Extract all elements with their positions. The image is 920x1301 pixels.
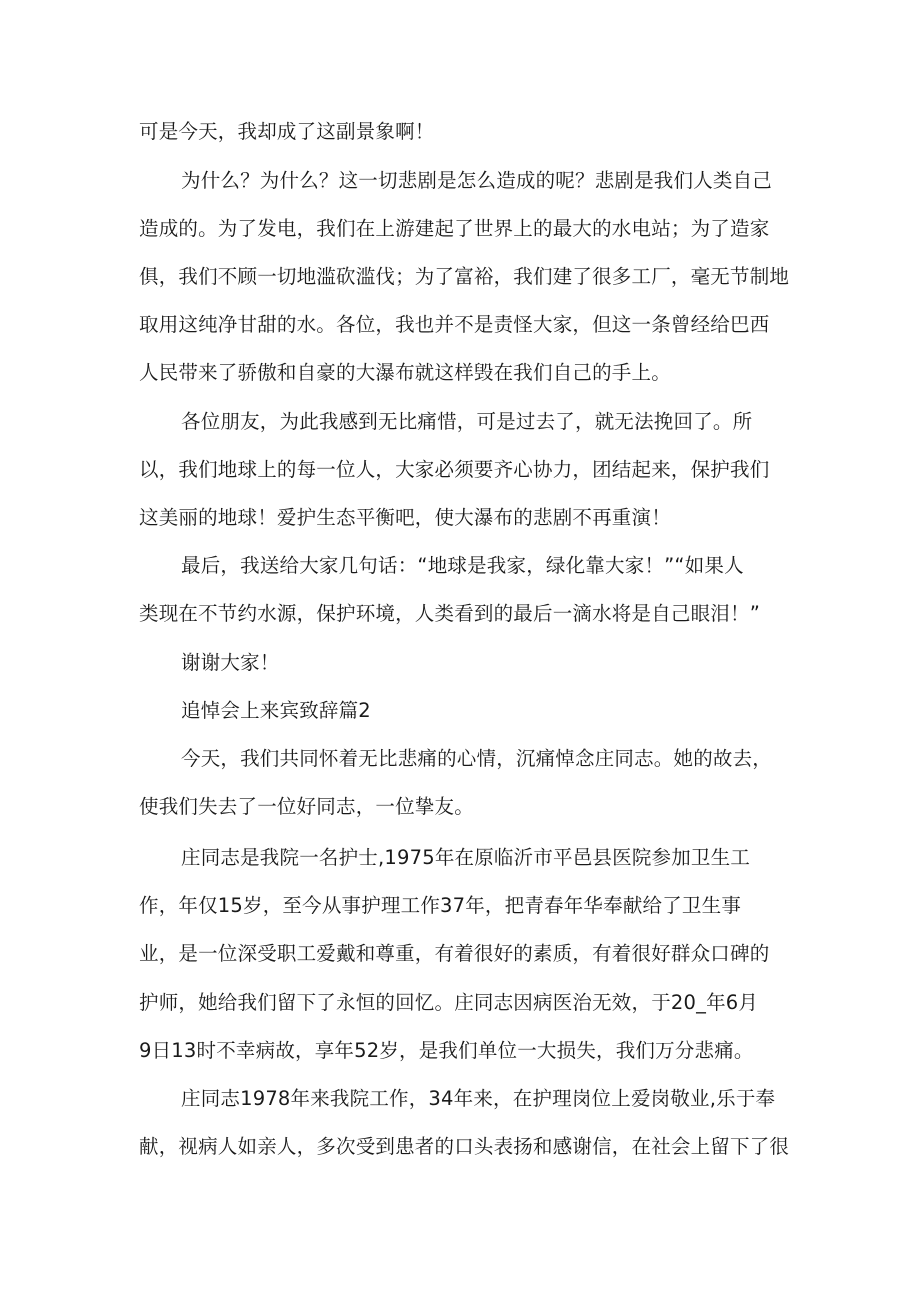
text-line: 造成的。为了发电，我们在上游建起了世界上的最大的水电站；为了造家	[139, 217, 770, 240]
text-line: 使我们失去了一位好同志，一位挚友。	[139, 795, 474, 818]
text-line: 今天，我们共同怀着无比悲痛的心情，沉痛悼念庄同志。她的故去，	[181, 747, 773, 770]
text-line: 俱，我们不顾一切地滥砍滥伐；为了富裕，我们建了很多工厂，毫无节制地	[139, 265, 790, 288]
text-line: 护师，她给我们留下了永恒的回忆。庄同志因病医治无效，于20_年6月	[139, 991, 759, 1014]
text-line: 作，年仅15岁，至今从事护理工作37年，把青春年华奉献给了卫生事	[139, 894, 742, 917]
text-line: 各位朋友，为此我感到无比痛惜，可是过去了，就无法挽回了。所	[181, 410, 753, 433]
text-line: 类现在不节约水源，保护环境，人类看到的最后一滴水将是自己眼泪！”	[139, 602, 761, 625]
text-line: 庄同志1978年来我院工作，34年来，在护理岗位上爱岗敬业,乐于奉	[181, 1087, 776, 1110]
text-line: 业，是一位深受职工爱戴和尊重，有着很好的素质，有着很好群众口碑的	[139, 942, 770, 965]
text-line: 9日13时不幸病故，享年52岁，是我们单位一大损失，我们万分悲痛。	[139, 1039, 754, 1062]
text-line: 为什么？为什么？这一切悲剧是怎么造成的呢？悲剧是我们人类自己	[181, 169, 773, 192]
text-line: 人民带来了骄傲和自豪的大瀑布就这样毁在我们自己的手上。	[139, 361, 671, 384]
text-line: 献，视病人如亲人，多次受到患者的口头表扬和感谢信，在社会上留下了很	[139, 1135, 790, 1158]
text-line: 以，我们地球上的每一位人，大家必须要齐心协力，团结起来，保护我们	[139, 458, 770, 481]
text-line: 这美丽的地球！爱护生态平衡吧，使大瀑布的悲剧不再重演！	[139, 506, 671, 529]
text-line: 取用这纯净甘甜的水。各位，我也并不是责怪大家，但这一条曾经给巴西	[139, 313, 770, 336]
text-line: 最后，我送给大家几句话：“地球是我家，绿化靠大家！”“如果人	[181, 554, 744, 577]
section-heading: 追悼会上来宾致辞篇2	[181, 699, 371, 722]
text-line: 庄同志是我院一名护士,1975年在原临沂市平邑县医院参加卫生工	[181, 846, 751, 869]
text-line: 谢谢大家！	[181, 651, 280, 674]
text-line: 可是今天，我却成了这副景象啊！	[139, 120, 435, 143]
